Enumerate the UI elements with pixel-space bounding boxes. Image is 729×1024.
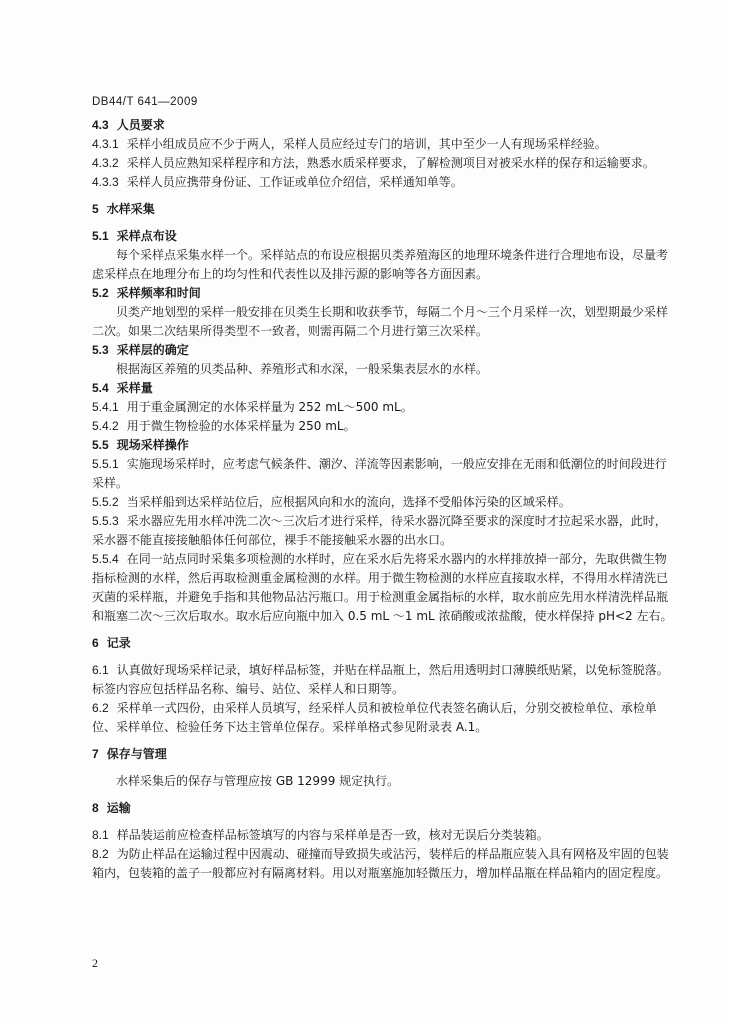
clause-text: 在同一站点同时采集多项检测的水样时，应在采水后先将采水器内的水样排放掉一部分，先取供微生物指标检测的水样，然后再取检测重金属检测的水样。用于微生物检测的水样应直接取水样，不得用水样清洗已灭菌的采样瓶，并避免手指和其他物品沾污瓶口。用于检测重金属指标的水样，取水前应先用水样清洗样品瓶和瓶塞二次～三次后取水。取水后应向瓶中加入 0.5 mL ～1 mL 浓硝酸或浓盐酸，使水样保持 pH<2 左右。 [92, 552, 673, 623]
clause-text: 现场采样操作 [116, 438, 189, 452]
clause-number: 5.5.1 [92, 457, 119, 471]
clause-text: 采水器应先用水样冲洗二次～三次后才进行采样，待采水器沉降至要求的深度时才拉起采水器，此时，采水器不能直接接触船体任何部位，裸手不能接触采水器的出水口。 [92, 514, 667, 547]
clause-text: 贝类产地划型的采样一般安排在贝类生长期和收获季节，每隔二个月～三个月采样一次，划型期最少采样二次。如果二次结果所得类型不一致者，则需再隔二个月进行第三次采样。 [92, 305, 669, 338]
clause-number: 5.4.1 [92, 400, 119, 414]
clause-text: 采样点布设 [116, 229, 177, 243]
clause-text: 采样层的确定 [116, 343, 189, 357]
clause-text: 当采样船到达采样站位后，应根据风向和水的流向，选择不受船体污染的区域采样。 [126, 495, 571, 509]
clause-text: 保存与管理 [106, 747, 167, 761]
clause-text: 运输 [106, 801, 131, 815]
clause-number: 5.1 [92, 229, 109, 243]
section-heading [92, 745, 677, 764]
document-body [92, 116, 677, 883]
clause [92, 154, 677, 173]
clause-text: 人员要求 [116, 118, 165, 132]
clause-number: 4.3.3 [92, 175, 119, 189]
clause [92, 845, 677, 883]
clause [92, 826, 677, 845]
section-heading [92, 200, 677, 219]
subsection-heading [92, 116, 677, 135]
clause [92, 550, 677, 626]
clause [92, 661, 677, 699]
clause [92, 493, 677, 512]
subsection-heading [92, 227, 677, 246]
clause-number: 5.2 [92, 286, 109, 300]
clause-number: 8.1 [92, 828, 109, 842]
clause [92, 135, 677, 154]
clause-text: 采样频率和时间 [116, 286, 201, 300]
paragraph [92, 360, 677, 379]
clause [92, 699, 677, 737]
clause [92, 512, 677, 550]
clause-number: 5.5 [92, 438, 109, 452]
clause-text: 样品装运前应检查样品标签填写的内容与采样单是否一致，核对无误后分类装箱。 [116, 828, 549, 842]
clause [92, 398, 677, 417]
clause [92, 417, 677, 436]
paragraph [92, 246, 677, 284]
clause-text: 水样采集后的保存与管理应按 GB 12999 规定执行。 [116, 774, 400, 788]
clause-number: 5.3 [92, 343, 109, 357]
clause-text: 采样小组成员应不少于两人，采样人员应经过专门的培训，其中至少一人有现场采样经验。 [126, 137, 607, 151]
clause-number: 6.1 [92, 663, 109, 677]
clause-number: 4.3.2 [92, 156, 119, 170]
clause-number: 6.2 [92, 701, 109, 715]
clause [92, 173, 677, 192]
clause-number: 5.4.2 [92, 419, 119, 433]
clause-number: 5.4 [92, 381, 109, 395]
clause-text: 用于重金属测定的水体采样量为 252 mL～500 mL。 [126, 400, 413, 414]
section-heading [92, 634, 677, 653]
clause-number: 5 [92, 202, 99, 216]
clause-number: 4.3.1 [92, 137, 119, 151]
paragraph [92, 772, 677, 791]
clause-text: 水样采集 [106, 202, 155, 216]
clause-text: 采样单一式四份，由采样人员填写，经采样人员和被检单位代表签名确认后，分别交被检单位、承检单位、采样单位、检验任务下达主管单位保存。采样单格式参见附录表 A.1。 [92, 701, 657, 734]
clause-text: 每个采样点采集水样一个。采样站点的布设应根据贝类养殖海区的地理环境条件进行合理地布设，尽量考虑采样点在地理分布上的均匀性和代表性以及排污源的影响等各方面因素。 [92, 248, 669, 281]
paragraph [92, 303, 677, 341]
subsection-heading [92, 379, 677, 398]
clause-text: 记录 [106, 636, 131, 650]
page-number: 2 [92, 956, 98, 970]
clause-number: 7 [92, 747, 99, 761]
subsection-heading [92, 341, 677, 360]
subsection-heading [92, 436, 677, 455]
subsection-heading [92, 284, 677, 303]
clause-number: 8.2 [92, 847, 109, 861]
clause-text: 采样人员应熟知采样程序和方法，熟悉水质采样要求，了解检测项目对被采水样的保存和运输要求。 [126, 156, 655, 170]
clause-number: 5.5.4 [92, 552, 119, 566]
clause-text: 根据海区养殖的贝类品种、养殖形式和水深，一般采集表层水的水样。 [116, 362, 489, 376]
clause-number: 6 [92, 636, 99, 650]
standard-code: DB44/T 641—2009 [92, 96, 198, 108]
clause-text: 用于微生物检验的水体采样量为 250 mL。 [126, 419, 356, 433]
clause-number: 8 [92, 801, 99, 815]
clause [92, 455, 677, 493]
section-heading [92, 799, 677, 818]
clause-text: 为防止样品在运输过程中因震动、碰撞而导致损失或沾污，装样后的样品瓶应装入具有网格及牢固的包装箱内，包装箱的盖子一般都应衬有隔离材料。用以对瓶塞施加轻微压力，增加样品瓶在样品箱内的固定程度。 [92, 847, 669, 880]
clause-number: 5.5.2 [92, 495, 119, 509]
clause-text: 认真做好现场采样记录，填好样品标签，并贴在样品瓶上，然后用透明封口薄膜纸贴紧，以免标签脱落。标签内容应包括样品名称、编号、站位、采样人和日期等。 [92, 663, 669, 696]
clause-number: 5.5.3 [92, 514, 119, 528]
clause-text: 实施现场采样时，应考虑气候条件、潮汐、洋流等因素影响，一般应安排在无雨和低潮位的时间段进行采样。 [92, 457, 667, 490]
clause-text: 采样量 [116, 381, 153, 395]
clause-text: 采样人员应携带身份证、工作证或单位介绍信，采样通知单等。 [126, 175, 463, 189]
clause-number: 4.3 [92, 118, 109, 132]
